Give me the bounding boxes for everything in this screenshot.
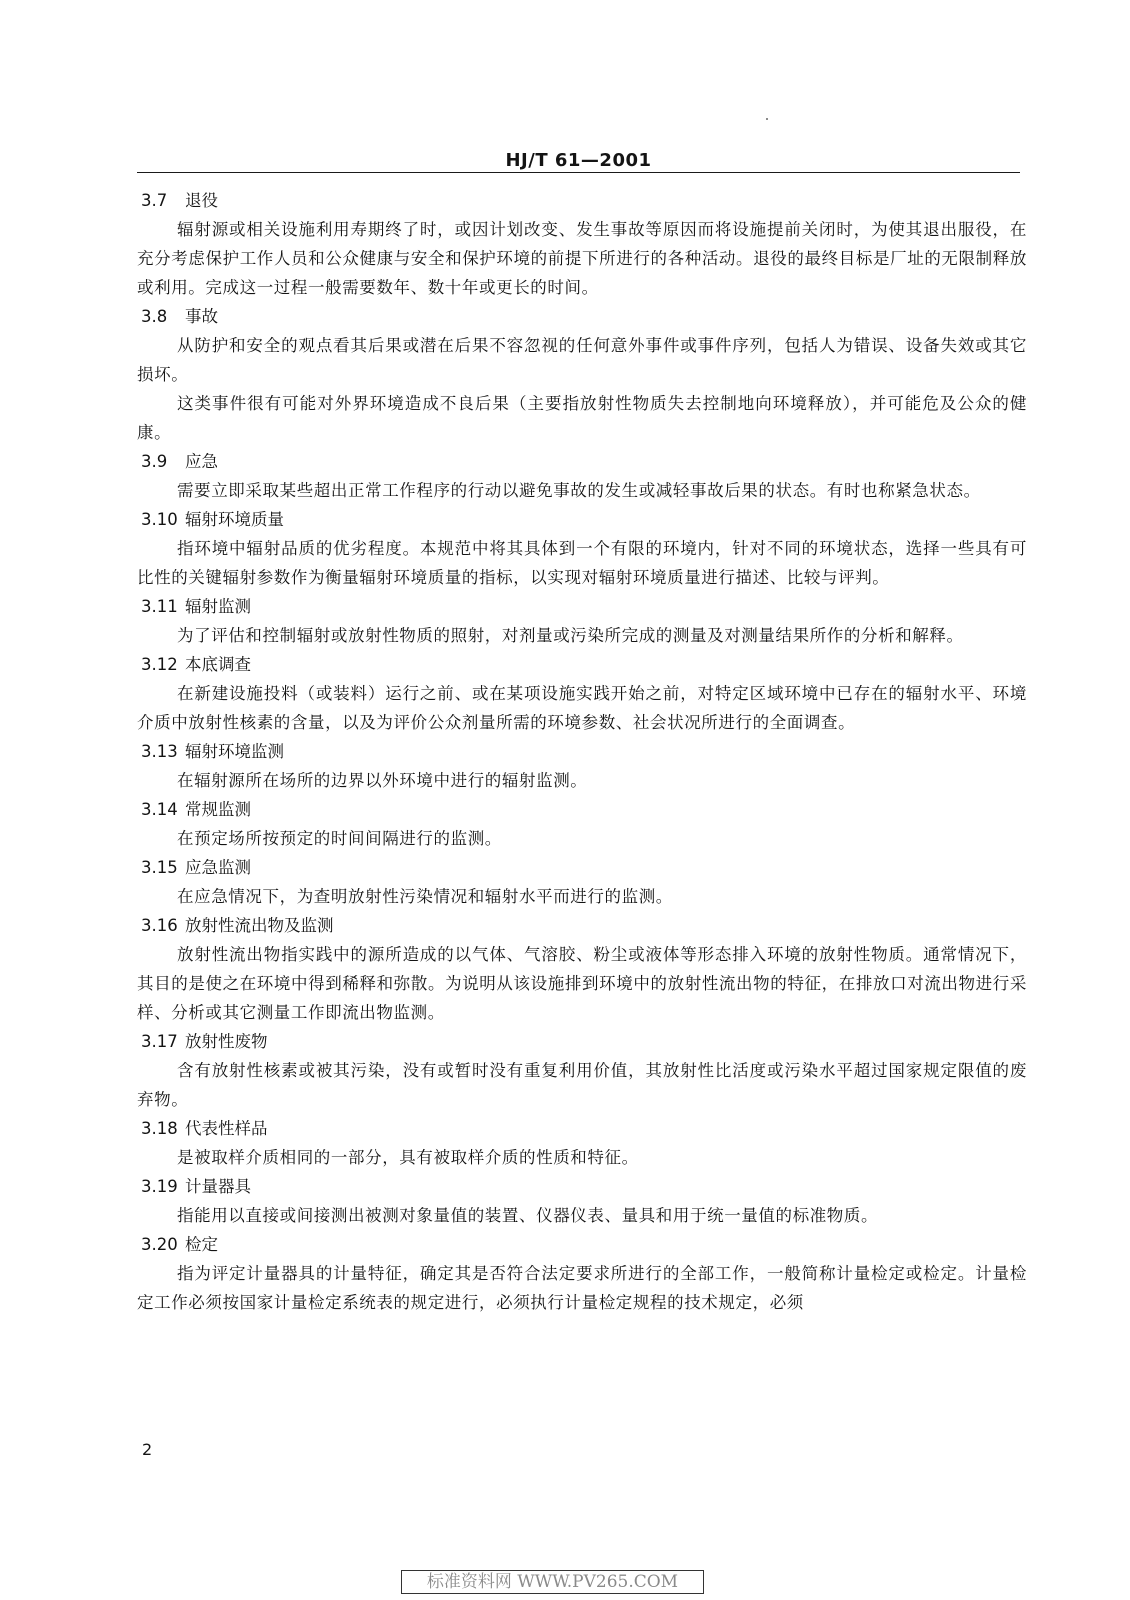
section-title: 放射性流出物及监测	[185, 916, 334, 935]
section-paragraph: 指为评定计量器具的计量特征，确定其是否符合法定要求所进行的全部工作，一般简称计量检定或检定。计量检定工作必须按国家计量检定系统表的规定进行，必须执行计量检定规程的技术规定，必须	[137, 1264, 1027, 1312]
section-title: 常规监测	[185, 800, 251, 819]
section-paragraph: 从防护和安全的观点看其后果或潜在后果不容忽视的任何意外事件或事件序列，包括人为错误、设备失效或其它损坏。	[137, 336, 1027, 384]
section-number: 3.10	[141, 510, 178, 529]
section-heading	[141, 737, 1027, 766]
document-body	[137, 186, 1027, 1317]
section-heading	[141, 1027, 1027, 1056]
section-title: 退役	[185, 191, 218, 210]
section-number: 3.9	[141, 452, 168, 471]
scan-speck	[766, 118, 768, 120]
section-heading	[141, 1172, 1027, 1201]
header-rule	[137, 172, 1020, 173]
standard-code: HJ/T 61—2001	[505, 150, 652, 171]
section-paragraph: 为了评估和控制辐射或放射性物质的照射，对剂量或污染所完成的测量及对测量结果所作的分析和解释。	[177, 626, 964, 645]
section-heading	[141, 1114, 1027, 1143]
running-header	[137, 150, 1020, 178]
section-number: 3.17	[141, 1032, 178, 1051]
section-title: 计量器具	[185, 1177, 251, 1196]
section-title: 辐射监测	[185, 597, 251, 616]
section-title: 辐射环境质量	[185, 510, 284, 529]
section-title: 检定	[185, 1235, 218, 1254]
section-heading	[141, 650, 1027, 679]
section-paragraph: 放射性流出物指实践中的源所造成的以气体、气溶胶、粉尘或液体等形态排入环境的放射性物质。通常情况下，其目的是使之在环境中得到稀释和弥散。为说明从该设施排到环境中的放射性流出物的特征，在排放口对流出物进行采样、分析或其它测量工作即流出物监测。	[137, 945, 1027, 1022]
section-heading	[141, 505, 1027, 534]
section-heading	[141, 592, 1027, 621]
section-title: 应急	[185, 452, 218, 471]
section-paragraph: 在预定场所按预定的时间间隔进行的监测。	[177, 829, 502, 848]
section-paragraph: 指环境中辐射品质的优劣程度。本规范中将其具体到一个有限的环境内，针对不同的环境状态，选择一些具有可比性的关键辐射参数作为衡量辐射环境质量的指标，以实现对辐射环境质量进行描述、比较与评判。	[137, 539, 1027, 587]
page-number: 2	[142, 1440, 153, 1459]
section-heading	[141, 853, 1027, 882]
section-number: 3.18	[141, 1119, 178, 1138]
section-heading	[141, 911, 1027, 940]
section-number: 3.16	[141, 916, 178, 935]
section-paragraph: 这类事件很有可能对外界环境造成不良后果（主要指放射性物质失去控制地向环境释放），并可能危及公众的健康。	[137, 394, 1027, 442]
section-paragraph: 在新建设施投料（或装料）运行之前、或在某项设施实践开始之前，对特定区域环境中已存在的辐射水平、环境介质中放射性核素的含量，以及为评价公众剂量所需的环境参数、社会状况所进行的全面调查。	[137, 684, 1027, 732]
section-paragraph: 在辐射源所在场所的边界以外环境中进行的辐射监测。	[177, 771, 588, 790]
site-watermark: 标准资料网 WWW.PV265.COM	[401, 1570, 704, 1594]
section-title: 放射性废物	[185, 1032, 268, 1051]
section-number: 3.12	[141, 655, 178, 674]
section-heading	[141, 302, 1027, 331]
section-title: 代表性样品	[185, 1119, 268, 1138]
section-number: 3.11	[141, 597, 178, 616]
section-heading	[141, 1230, 1027, 1259]
section-number: 3.14	[141, 800, 178, 819]
section-number: 3.7	[141, 191, 168, 210]
section-title: 事故	[185, 307, 218, 326]
section-number: 3.20	[141, 1235, 178, 1254]
section-paragraph: 辐射源或相关设施利用寿期终了时，或因计划改变、发生事故等原因而将设施提前关闭时，为使其退出服役，在充分考虑保护工作人员和公众健康与安全和保护环境的前提下所进行的各种活动。退役的最终目标是厂址的无限制释放或利用。完成这一过程一般需要数年、数十年或更长的时间。	[137, 220, 1027, 297]
section-heading	[141, 795, 1027, 824]
section-number: 3.19	[141, 1177, 178, 1196]
section-title: 应急监测	[185, 858, 251, 877]
section-paragraph: 是被取样介质相同的一部分，具有被取样介质的性质和特征。	[177, 1148, 639, 1167]
section-number: 3.15	[141, 858, 178, 877]
section-paragraph: 需要立即采取某些超出正常工作程序的行动以避免事故的发生或减轻事故后果的状态。有时也称紧急状态。	[177, 481, 981, 500]
section-number: 3.8	[141, 307, 168, 326]
section-paragraph: 在应急情况下，为查明放射性污染情况和辐射水平而进行的监测。	[177, 887, 673, 906]
section-heading	[141, 186, 1027, 215]
section-heading	[141, 447, 1027, 476]
section-paragraph: 指能用以直接或间接测出被测对象量值的装置、仪器仪表、量具和用于统一量值的标准物质。	[177, 1206, 879, 1225]
section-paragraph: 含有放射性核素或被其污染，没有或暂时没有重复利用价值，其放射性比活度或污染水平超过国家规定限值的废弃物。	[137, 1061, 1027, 1109]
section-title: 本底调查	[185, 655, 251, 674]
section-number: 3.13	[141, 742, 178, 761]
section-title: 辐射环境监测	[185, 742, 284, 761]
